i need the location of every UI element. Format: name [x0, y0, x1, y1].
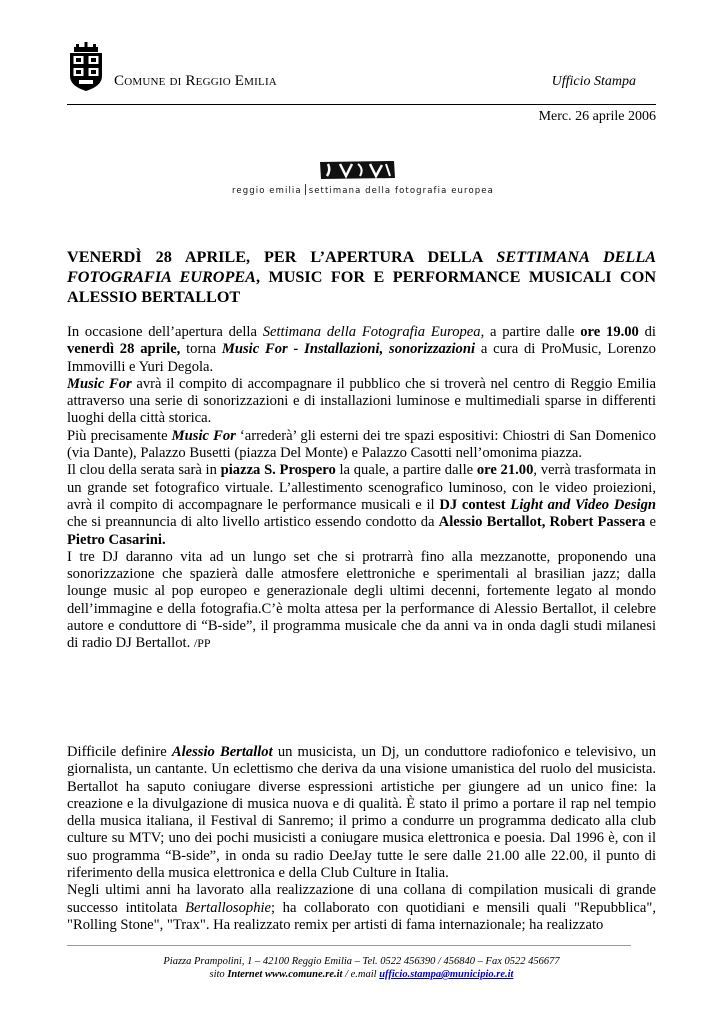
- email-link[interactable]: ufficio.stampa@municipio.re.it: [379, 969, 514, 980]
- paragraph-2: [67, 376, 656, 428]
- footer-contacts: [67, 968, 656, 981]
- header-divider: [67, 104, 656, 105]
- text-run: Settimana della Fotografia Europea: [262, 324, 481, 340]
- text-run: ; ha collaborato con quotidiani e mensili quali "Repubblica", "Rolling Stone", "Trax". Ha realizzato remix per artisti di fama internazionale; ha realizzato: [67, 899, 656, 933]
- website-text: www.comune.re.it: [264, 969, 343, 980]
- text-run: Music For - Installazioni, sonorizzazioni: [221, 341, 476, 358]
- paragraph-4: [67, 462, 656, 548]
- paragraph-1: [67, 324, 656, 376]
- text-run: Internet: [227, 969, 263, 980]
- text-run: Light and Video Design: [510, 496, 656, 513]
- paragraph-7: [67, 882, 656, 934]
- headline-part: VENERDÌ 28 APRILE, PER L’APERTURA DELLA: [67, 248, 497, 266]
- paragraph-5: [67, 549, 656, 653]
- headline-event-name: SETTIMANA DELLA FOTOGRAFIA EUROPEA: [67, 248, 657, 286]
- paragraph-6: [67, 744, 656, 882]
- text-run: avrà il compito di accompagnare il pubblico che si troverà nel centro di Reggio Emilia attraverso una serie di sonorizzazioni e di installazioni luminose e multimediali sparse in differenti luoghi della città storica.: [67, 375, 656, 427]
- text-run: Più precisamente: [67, 427, 172, 444]
- text-run: In occasione dell’apertura della: [67, 324, 263, 340]
- author-initials: /PP: [193, 636, 211, 651]
- text-run: Pietro Casarini.: [67, 531, 166, 548]
- text-run: Negli ultimi anni ha lavorato alla realizzazione di una collana di compilation musicali di grande successo intitolata: [67, 882, 656, 916]
- logo-event-text: settimana della fotografia europea: [308, 186, 494, 196]
- text-run: ore 21.00: [476, 462, 534, 479]
- text-run: Alessio Bertallot: [171, 744, 273, 760]
- brushstroke-logo-icon: [318, 160, 396, 180]
- text-run: venerdì 28 aprile,: [67, 341, 181, 358]
- logo-caption: [232, 184, 492, 196]
- text-run: e: [645, 514, 656, 531]
- text-run: ore 19.00: [580, 324, 639, 340]
- text-run: un musicista, un Dj, un conduttore radiofonico e televisivo, un giornalista, un cantante. Un eclettismo che deriva da una visione umanistica del ruolo del musicista. Bertallot ha saputo coniugare diverse espressioni artistiche per giungere ad un unico fine: la creazione e la divulgazione di musica nuova e di qualità. È stato il primo a portare il rap nel tempio della musica italiana, il Festival di Sanremo; il primo a condurre un programma dedicato alla club culture su MTV; uno dei pochi musicisti a coniugare musica elettronica e poesia. Dal 1996 è, con il suo programma “B-side”, in onda su radio DeeJay tutte le sere dalle 21.00 alle 22.00, il punto di riferimento della musica elettronica e della Club Culture in Italia.: [67, 744, 657, 882]
- text-run: / e.mail: [342, 969, 380, 980]
- headline-part: , MUSIC FOR E PERFORMANCE MUSICALI CON ALESSIO BERTALLOT: [67, 268, 657, 306]
- headline: [67, 247, 656, 307]
- footer-divider: [67, 945, 631, 946]
- text-run: I tre DJ daranno vita ad un lungo set che si protrarrà fino alla mezzanotte, proponendo una sonorizzazione che spazierà dalle atmosfere elettroniche e sperimentali al brasilian jazz; dalla lounge music al pop europeo e generazionale degli ultimi decenni, fortemente legato al mondo dell’immagine e della fotografia.C’è molta attesa per la performance di Alessio Bertallot, il celebre autore e conduttore di “B-side”, il programma musicale che da anni va in onda dagli studi milanesi di radio DJ Bertallot.: [67, 548, 656, 652]
- text-run: la quale, a partire dalle: [335, 462, 477, 479]
- text-run: , a partire dalle: [480, 324, 581, 340]
- office-name: Ufficio Stampa: [551, 74, 636, 89]
- city-crest-icon: [66, 42, 106, 92]
- text-run: piazza S. Prospero: [220, 462, 336, 479]
- text-run: di: [638, 324, 656, 340]
- text-run: Difficile definire: [67, 744, 172, 760]
- body-section-1: [67, 324, 656, 653]
- text-run: torna: [180, 341, 222, 358]
- text-run: Music For: [171, 427, 236, 444]
- text-run: Il clou della serata sarà in: [67, 462, 221, 479]
- footer-address: Piazza Prampolini, 1 – 42100 Reggio Emilia – Tel. 0522 456390 / 456840 – Fax 0522 456677: [163, 956, 560, 967]
- text-run: Bertallosophie: [185, 899, 272, 916]
- text-run: Alessio Bertallot, Robert Passera: [438, 514, 646, 531]
- logo-city-text: reggio emilia: [232, 186, 302, 196]
- text-run: sito: [209, 969, 228, 980]
- release-date: Merc. 26 aprile 2006: [538, 109, 656, 124]
- text-run: che si preannuncia di alto livello artistico essendo condotto da: [67, 514, 439, 531]
- event-logo: [232, 160, 492, 200]
- body-section-2: [67, 744, 656, 934]
- logo-separator: [305, 184, 306, 195]
- organization-name: Comune di Reggio Emilia: [114, 73, 277, 89]
- text-run: ‘arrederà’ gli esterni dei tre spazi espositivi: Chiostri di San Domenico (via Dante), Palazzo Busetti (piazza Del Monte) e Palazzo Casotti nell’omonima piazza.: [67, 427, 656, 462]
- text-run: DJ contest: [439, 496, 506, 513]
- footer: [67, 955, 656, 981]
- paragraph-3: [67, 428, 656, 463]
- text-run: , verrà trasformata in un grande set fotografico virtuale. L’allestimento scenografico luminoso, con le video proiezioni, avrà il compito di accompagnare le performance musicali e il: [67, 462, 657, 513]
- text-run: Music For: [67, 375, 132, 392]
- text-run: a cura di ProMusic, Lorenzo Immovilli e Yuri Degola.: [67, 341, 656, 375]
